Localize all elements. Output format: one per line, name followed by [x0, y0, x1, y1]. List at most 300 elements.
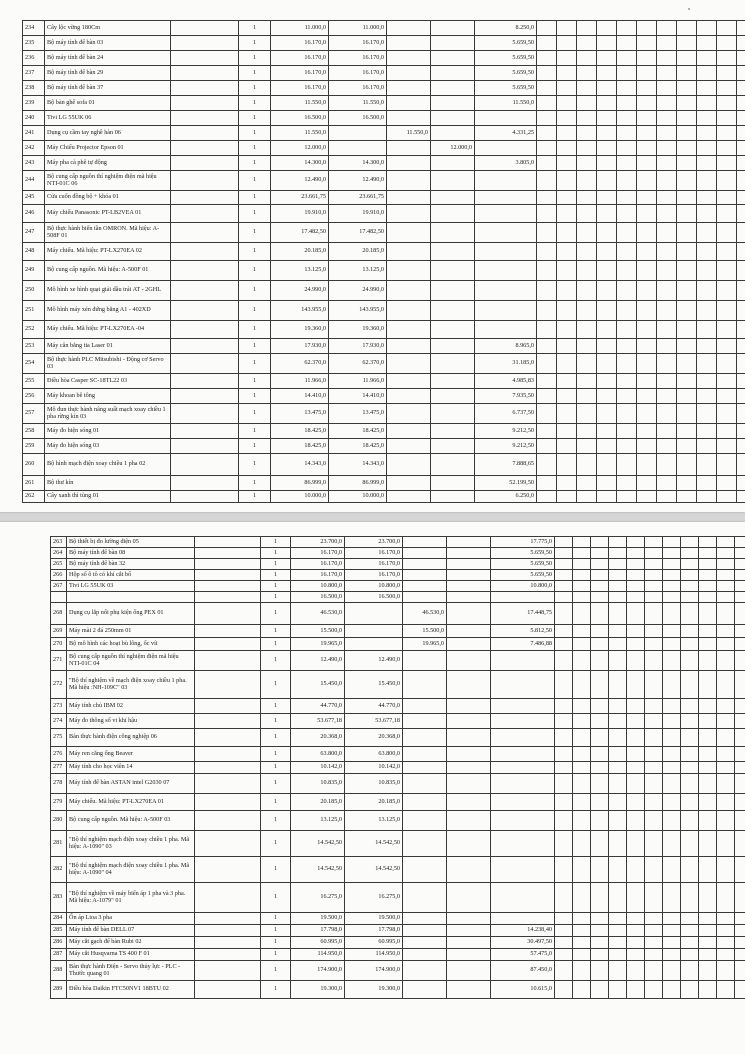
cell-empty — [171, 96, 239, 111]
cell-c2: 19.300,0 — [345, 981, 403, 999]
cell-empty — [645, 729, 663, 747]
cell-c2 — [345, 603, 403, 625]
cell-empty — [555, 913, 573, 925]
cell-empty — [645, 774, 663, 794]
cell-empty — [717, 171, 737, 191]
table-row — [51, 638, 745, 651]
cell-c5: 7.486,88 — [491, 638, 555, 651]
cell-empty — [637, 205, 657, 223]
cell-empty — [573, 592, 591, 603]
cell-empty — [717, 794, 735, 811]
document-page-2 — [0, 522, 745, 1054]
cell-c3 — [387, 205, 431, 223]
table-row — [51, 811, 745, 831]
cell-c1: 15.500,0 — [291, 625, 345, 638]
cell-empty — [591, 537, 609, 548]
cell-stt: 246 — [23, 205, 45, 223]
cell-name: Máy tính để bàn ASTAN intel G2030 07 — [67, 774, 195, 794]
cell-c2: 12.490,0 — [345, 651, 403, 671]
cell-empty — [663, 581, 681, 592]
cell-c1: 20.368,0 — [291, 729, 345, 747]
cell-empty — [637, 439, 657, 454]
cell-c5: 5.659,50 — [475, 51, 537, 66]
cell-empty — [577, 171, 597, 191]
table-row — [23, 491, 745, 503]
cell-empty — [735, 937, 745, 949]
cell-empty — [617, 243, 637, 261]
cell-empty — [737, 476, 745, 491]
cell-empty — [617, 66, 637, 81]
cell-empty — [617, 126, 637, 141]
cell-empty — [681, 762, 699, 774]
cell-stt: 262 — [23, 491, 45, 503]
cell-empty — [717, 243, 737, 261]
cell-empty — [557, 374, 577, 389]
cell-name — [67, 592, 195, 603]
cell-empty — [591, 925, 609, 937]
cell-empty — [597, 243, 617, 261]
cell-empty — [663, 671, 681, 699]
cell-empty — [597, 111, 617, 126]
cell-c2: 20.185,0 — [329, 243, 387, 261]
cell-empty — [557, 321, 577, 339]
cell-qty: 1 — [239, 261, 271, 281]
cell-c1: 14.300,0 — [271, 156, 329, 171]
cell-empty — [645, 671, 663, 699]
cell-c3 — [387, 156, 431, 171]
cell-stt: 234 — [23, 21, 45, 36]
table-row — [23, 111, 745, 126]
cell-name: Bộ cung cấp nguồn. Mã hiệu: A-500F 03 — [67, 811, 195, 831]
cell-empty — [699, 603, 717, 625]
cell-qty: 1 — [239, 81, 271, 96]
cell-empty — [677, 491, 697, 503]
cell-qty: 1 — [261, 651, 291, 671]
cell-c5: 9.212,50 — [475, 424, 537, 439]
cell-name: Bộ máy tính để bàn 08 — [67, 548, 195, 559]
cell-c5 — [475, 191, 537, 205]
cell-empty — [717, 96, 737, 111]
cell-empty — [717, 301, 737, 321]
cell-c3 — [403, 913, 447, 925]
cell-c5: 17.448,75 — [491, 603, 555, 625]
cell-empty — [681, 883, 699, 913]
cell-qty: 1 — [261, 592, 291, 603]
cell-empty — [681, 671, 699, 699]
cell-c3 — [403, 581, 447, 592]
cell-c3 — [387, 454, 431, 476]
cell-c1: 10.000,0 — [271, 491, 329, 503]
cell-empty — [609, 651, 627, 671]
table-row — [23, 281, 745, 301]
table-row — [23, 21, 745, 36]
cell-stt: 247 — [23, 223, 45, 243]
cell-empty — [617, 141, 637, 156]
cell-c1: 63.800,0 — [291, 747, 345, 762]
cell-empty — [681, 625, 699, 638]
cell-qty: 1 — [239, 404, 271, 424]
cell-c2: 16.170,0 — [329, 81, 387, 96]
cell-empty — [663, 937, 681, 949]
cell-c3 — [403, 729, 447, 747]
cell-empty — [699, 592, 717, 603]
cell-c2: 16.500,0 — [345, 592, 403, 603]
cell-c1: 16.170,0 — [271, 81, 329, 96]
cell-empty — [735, 638, 745, 651]
cell-empty — [609, 638, 627, 651]
cell-empty — [717, 570, 735, 581]
cell-empty — [577, 205, 597, 223]
cell-name: Bàn thực hành Điện - Servo thủy lực - PLC - Thước quang 01 — [67, 961, 195, 981]
cell-name: Máy Chiếu Projector Epson 01 — [45, 141, 171, 156]
cell-empty — [597, 354, 617, 374]
cell-empty — [573, 714, 591, 729]
cell-empty — [697, 476, 717, 491]
cell-empty — [737, 374, 745, 389]
cell-empty — [681, 747, 699, 762]
cell-c1: 13.125,0 — [271, 261, 329, 281]
cell-stt: 269 — [51, 625, 67, 638]
table-row — [23, 374, 745, 389]
cell-name: Cây xanh thì tùng 01 — [45, 491, 171, 503]
cell-c1: 16.170,0 — [271, 51, 329, 66]
cell-empty — [681, 603, 699, 625]
cell-empty — [737, 191, 745, 205]
cell-empty — [697, 374, 717, 389]
cell-empty — [557, 281, 577, 301]
cell-empty — [609, 729, 627, 747]
cell-empty — [699, 714, 717, 729]
cell-empty — [737, 81, 745, 96]
cell-empty — [555, 925, 573, 937]
cell-empty — [697, 354, 717, 374]
cell-empty — [597, 96, 617, 111]
cell-qty: 1 — [239, 281, 271, 301]
cell-empty — [617, 171, 637, 191]
cell-empty — [737, 454, 745, 476]
cell-c4 — [431, 354, 475, 374]
cell-c5 — [475, 281, 537, 301]
cell-empty — [677, 205, 697, 223]
cell-empty — [627, 774, 645, 794]
cell-name: Máy tính cho học viên 14 — [67, 762, 195, 774]
cell-c3 — [387, 491, 431, 503]
cell-name: Máy đo hiện sóng 03 — [45, 439, 171, 454]
cell-c4 — [447, 651, 491, 671]
cell-c4 — [447, 762, 491, 774]
cell-empty — [555, 831, 573, 857]
cell-c2: 17.482,50 — [329, 223, 387, 243]
cell-empty — [737, 111, 745, 126]
cell-empty — [637, 21, 657, 36]
cell-empty — [537, 389, 557, 404]
cell-c2: 16.170,0 — [329, 51, 387, 66]
cell-c4 — [447, 913, 491, 925]
cell-empty — [617, 424, 637, 439]
cell-empty — [737, 301, 745, 321]
cell-empty — [537, 66, 557, 81]
cell-empty — [609, 699, 627, 714]
cell-empty — [557, 243, 577, 261]
cell-empty — [557, 171, 577, 191]
cell-empty — [573, 794, 591, 811]
cell-empty — [597, 156, 617, 171]
cell-empty — [697, 156, 717, 171]
cell-c1: 16.170,0 — [291, 548, 345, 559]
cell-empty — [537, 454, 557, 476]
cell-name: Điều hòa Daikin FTC50NV1 18BTU 02 — [67, 981, 195, 999]
cell-empty — [657, 51, 677, 66]
cell-empty — [699, 581, 717, 592]
cell-c3 — [387, 111, 431, 126]
cell-c2: 10.000,0 — [329, 491, 387, 503]
cell-empty — [537, 205, 557, 223]
cell-c5 — [491, 811, 555, 831]
cell-empty — [577, 301, 597, 321]
table-row — [23, 96, 745, 111]
cell-c2: 16.170,0 — [345, 570, 403, 581]
cell-c5 — [491, 831, 555, 857]
cell-c5: 5.659,50 — [475, 36, 537, 51]
cell-c1: 24.990,0 — [271, 281, 329, 301]
cell-empty — [637, 243, 657, 261]
cell-empty — [195, 592, 261, 603]
cell-empty — [677, 424, 697, 439]
cell-c4 — [431, 81, 475, 96]
table-row — [51, 581, 745, 592]
cell-empty — [577, 66, 597, 81]
cell-c3 — [403, 831, 447, 857]
cell-empty — [617, 111, 637, 126]
cell-c4 — [447, 794, 491, 811]
cell-c3 — [387, 21, 431, 36]
cell-empty — [699, 961, 717, 981]
cell-empty — [697, 243, 717, 261]
cell-name: Dụng cụ cầm tay nghề hàn 06 — [45, 126, 171, 141]
cell-empty — [171, 321, 239, 339]
cell-empty — [645, 925, 663, 937]
cell-empty — [617, 476, 637, 491]
cell-empty — [663, 762, 681, 774]
cell-empty — [195, 559, 261, 570]
cell-empty — [735, 774, 745, 794]
cell-empty — [555, 714, 573, 729]
cell-empty — [663, 747, 681, 762]
cell-empty — [657, 243, 677, 261]
cell-empty — [737, 96, 745, 111]
cell-empty — [737, 424, 745, 439]
cell-empty — [627, 537, 645, 548]
cell-empty — [555, 671, 573, 699]
table-row — [23, 424, 745, 439]
cell-empty — [677, 21, 697, 36]
cell-empty — [717, 126, 737, 141]
cell-empty — [557, 354, 577, 374]
cell-empty — [645, 651, 663, 671]
cell-empty — [645, 625, 663, 638]
cell-c5: 5.812,50 — [491, 625, 555, 638]
cell-stt: 261 — [23, 476, 45, 491]
cell-c4 — [431, 476, 475, 491]
cell-c3 — [387, 243, 431, 261]
cell-empty — [591, 857, 609, 883]
cell-empty — [577, 51, 597, 66]
cell-empty — [577, 424, 597, 439]
cell-c3 — [387, 301, 431, 321]
cell-empty — [195, 671, 261, 699]
cell-empty — [699, 638, 717, 651]
cell-empty — [645, 559, 663, 570]
cell-empty — [717, 925, 735, 937]
cell-empty — [627, 925, 645, 937]
cell-c3 — [403, 651, 447, 671]
cell-c1: 19.910,0 — [271, 205, 329, 223]
cell-empty — [663, 913, 681, 925]
cell-name: Máy cắt gạch để bàn Rubi 02 — [67, 937, 195, 949]
cell-empty — [657, 389, 677, 404]
cell-c3 — [403, 548, 447, 559]
cell-c1: 10.835,0 — [291, 774, 345, 794]
cell-empty — [537, 354, 557, 374]
cell-c3 — [403, 699, 447, 714]
cell-empty — [557, 21, 577, 36]
cell-empty — [577, 389, 597, 404]
cell-empty — [681, 729, 699, 747]
cell-qty: 1 — [261, 638, 291, 651]
cell-empty — [657, 126, 677, 141]
cell-c5 — [491, 592, 555, 603]
cell-empty — [627, 857, 645, 883]
cell-c5: 7.935,50 — [475, 389, 537, 404]
cell-empty — [657, 36, 677, 51]
cell-empty — [627, 729, 645, 747]
cell-empty — [555, 548, 573, 559]
cell-c4 — [431, 191, 475, 205]
cell-empty — [627, 699, 645, 714]
cell-empty — [609, 883, 627, 913]
cell-c3 — [387, 374, 431, 389]
cell-c1: 11.550,0 — [271, 96, 329, 111]
cell-empty — [577, 126, 597, 141]
cell-empty — [171, 66, 239, 81]
cell-c5 — [475, 171, 537, 191]
cell-c5: 30.497,50 — [491, 937, 555, 949]
cell-empty — [617, 205, 637, 223]
cell-stt: 256 — [23, 389, 45, 404]
cell-empty — [555, 699, 573, 714]
cell-c1: 17.798,0 — [291, 925, 345, 937]
cell-empty — [195, 714, 261, 729]
cell-empty — [637, 424, 657, 439]
cell-empty — [717, 559, 735, 570]
cell-empty — [627, 548, 645, 559]
cell-empty — [637, 141, 657, 156]
cell-c5: 5.659,50 — [491, 570, 555, 581]
cell-qty: 1 — [239, 96, 271, 111]
cell-empty — [737, 243, 745, 261]
cell-empty — [555, 581, 573, 592]
cell-c4 — [431, 321, 475, 339]
cell-empty — [597, 454, 617, 476]
cell-empty — [537, 439, 557, 454]
cell-empty — [573, 811, 591, 831]
cell-stt: 253 — [23, 339, 45, 354]
cell-empty — [697, 339, 717, 354]
cell-stt: 240 — [23, 111, 45, 126]
cell-empty — [577, 374, 597, 389]
cell-empty — [717, 191, 737, 205]
cell-name: Máy cắt Husqvarna TS 400 F 01 — [67, 949, 195, 961]
cell-c4 — [431, 223, 475, 243]
table-row — [23, 156, 745, 171]
cell-empty — [657, 354, 677, 374]
cell-empty — [171, 354, 239, 374]
cell-empty — [737, 223, 745, 243]
cell-c1: 19.300,0 — [291, 981, 345, 999]
cell-empty — [717, 981, 735, 999]
cell-c3 — [403, 937, 447, 949]
cell-empty — [627, 961, 645, 981]
cell-empty — [537, 476, 557, 491]
cell-qty: 1 — [261, 857, 291, 883]
cell-c4 — [447, 925, 491, 937]
cell-empty — [645, 937, 663, 949]
cell-empty — [663, 857, 681, 883]
cell-name: Máy mài 2 đá 250mm 01 — [67, 625, 195, 638]
cell-empty — [717, 81, 737, 96]
cell-empty — [677, 389, 697, 404]
cell-stt: 266 — [51, 570, 67, 581]
cell-c3 — [387, 354, 431, 374]
table-row — [51, 883, 745, 913]
cell-c3 — [403, 925, 447, 937]
cell-empty — [577, 339, 597, 354]
cell-empty — [737, 36, 745, 51]
cell-stt: 251 — [23, 301, 45, 321]
cell-empty — [681, 831, 699, 857]
cell-empty — [537, 141, 557, 156]
table-row — [23, 354, 745, 374]
cell-empty — [597, 171, 617, 191]
cell-empty — [617, 36, 637, 51]
cell-empty — [637, 66, 657, 81]
cell-empty — [617, 223, 637, 243]
cell-empty — [171, 491, 239, 503]
cell-empty — [735, 747, 745, 762]
cell-empty — [195, 747, 261, 762]
cell-c4 — [447, 592, 491, 603]
cell-empty — [537, 96, 557, 111]
cell-c2: 18.425,0 — [329, 424, 387, 439]
cell-empty — [555, 559, 573, 570]
cell-c1: 53.677,18 — [291, 714, 345, 729]
cell-qty: 1 — [261, 762, 291, 774]
cell-c4 — [431, 205, 475, 223]
cell-empty — [663, 559, 681, 570]
cell-c5: 8.965,0 — [475, 339, 537, 354]
cell-empty — [609, 671, 627, 699]
cell-qty: 1 — [261, 794, 291, 811]
cell-empty — [699, 937, 717, 949]
cell-empty — [645, 537, 663, 548]
cell-name: Bộ thực hành PLC Mitsubishi - Động cơ Servo 03 — [45, 354, 171, 374]
cell-empty — [735, 949, 745, 961]
cell-empty — [557, 424, 577, 439]
cell-empty — [677, 141, 697, 156]
cell-empty — [699, 811, 717, 831]
cell-c5: 5.659,50 — [491, 548, 555, 559]
cell-empty — [681, 537, 699, 548]
